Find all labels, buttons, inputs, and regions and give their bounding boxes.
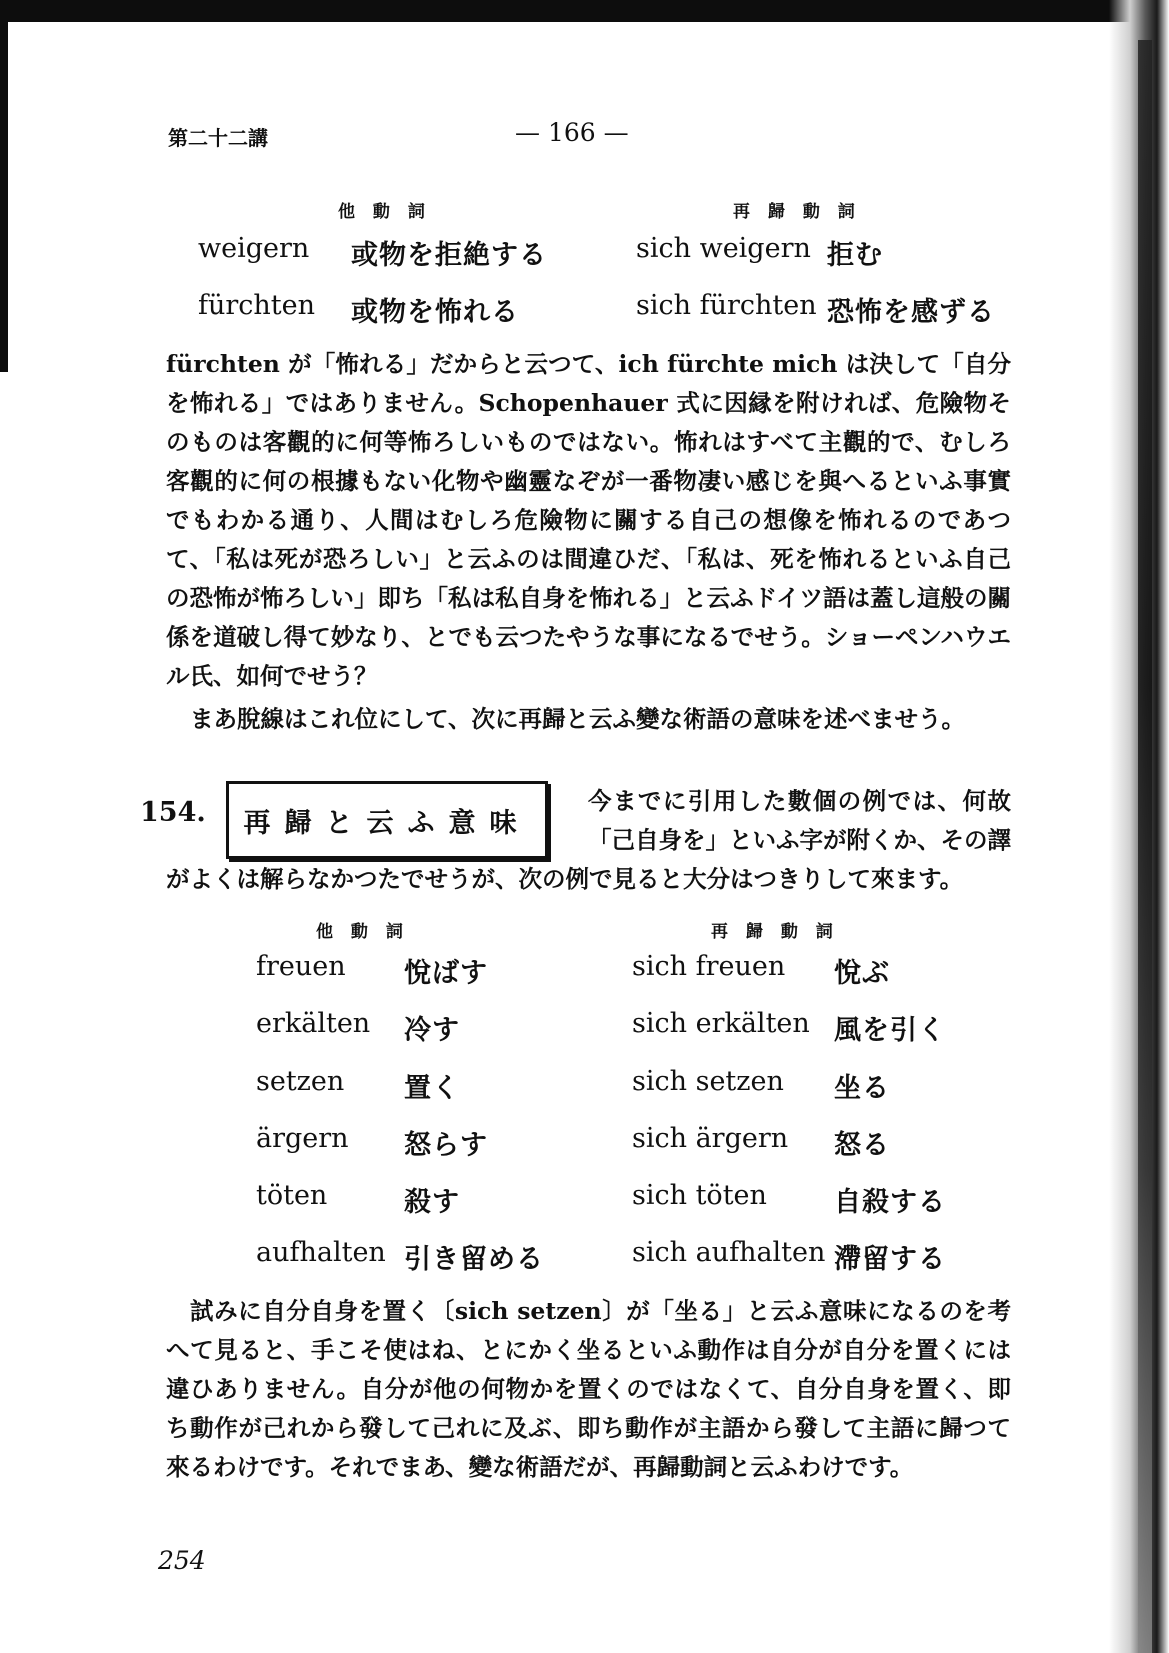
table2-verb: aufhalten: [256, 1237, 386, 1268]
scan-gutter-shadow: [1138, 40, 1152, 1653]
lecture-heading: 第二十二講: [168, 126, 268, 150]
section-intro-continued: がよくは解らなかつたでせうが、次の例で見ると大分はつきりして來ます。: [166, 865, 964, 893]
table1-reflexive-verb: sich fürchten: [636, 290, 817, 321]
table2-reflexive-verb: sich töten: [632, 1180, 767, 1211]
table2-head-transitive: 他 動 詞: [316, 922, 409, 942]
table2-reflexive-meaning: 風を引く: [834, 1015, 946, 1046]
section-title: 再歸と云ふ意味: [243, 807, 531, 839]
table2-reflexive-meaning: 怒る: [834, 1130, 890, 1161]
table2-meaning: 置く: [404, 1073, 460, 1104]
section-intro: 今までに引用した數個の例では、何故「己自身を」といふ字が附くか、その譯: [588, 787, 1011, 854]
table2-verb: erkälten: [256, 1008, 371, 1039]
table2-reflexive-verb: sich erkälten: [632, 1008, 810, 1039]
table2-reflexive-meaning: 悅ぶ: [834, 958, 890, 989]
table1-meaning: 或物を拒絶する: [351, 240, 547, 271]
table1-meaning: 或物を怖れる: [351, 297, 519, 328]
table2-verb: freuen: [256, 951, 346, 982]
table2-verb: töten: [256, 1180, 328, 1211]
table1-reflexive-verb: sich weigern: [636, 233, 811, 264]
table2-meaning: 悅ばす: [404, 958, 488, 989]
table2-reflexive-verb: sich ärgern: [632, 1123, 789, 1154]
scan-left-edge: [0, 0, 8, 372]
table2-reflexive-meaning: 自殺する: [834, 1187, 946, 1218]
table2-reflexive-verb: sich freuen: [632, 951, 786, 982]
body-paragraph: まあ脫線はこれ位にして、次に再歸と云ふ變な術語の意味を述べませう。: [190, 705, 966, 733]
table2-verb: setzen: [256, 1066, 345, 1097]
scan-top-edge: [0, 0, 1169, 22]
table1-verb: fürchten: [198, 290, 316, 321]
body-paragraph: fürchten が「怖れる」だからと云つて、ich fürchte mich は決して「自分を怖れる」ではありません。Schopenhauer 式に因縁を附ければ、危險物そのものは客觀的に何等怖ろしいものではない。怖れはすべて主觀的で、むしろ客觀的に何の根據もない化物や幽靈なぞが一番物凄い感じを與へるといふ事實でもわかる通り、人間はむしろ危險物に關する自己の想像を怖れるのであつて、「私は死が恐ろしい」と云ふのは間違ひだ、「私は、死を怖れるといふ自己の恐怖が怖ろしい」即ち「私は私自身を怖れる」と云ふドイツ語は蓋し這般の關係を道破し得て妙なり、とでも云つたやうな事になるでせう。ショーペンハウエル氏、如何でせう？: [166, 350, 1011, 690]
section-title-box: [226, 781, 548, 859]
table2-reflexive-meaning: 坐る: [834, 1073, 890, 1104]
section-number: 154.: [140, 797, 206, 828]
table2-meaning: 冷す: [404, 1015, 460, 1046]
table2-reflexive-meaning: 滯留する: [834, 1244, 946, 1275]
table1-reflexive-meaning: 拒む: [827, 240, 883, 271]
folio-number: 254: [158, 1546, 206, 1575]
table2-meaning: 引き留める: [404, 1244, 544, 1275]
table2-reflexive-verb: sich setzen: [632, 1066, 784, 1097]
table2-meaning: 怒らす: [404, 1130, 488, 1161]
table2-head-reflexive: 再 歸 動 詞: [711, 922, 839, 942]
body-paragraph: 試みに自分自身を置く〔sich setzen〕が「坐る」と云ふ意味になるのを考へて見ると、手こそ使はね、とにかく坐るといふ動作は自分が自分を置くには違ひありません。自分が他の何物かを置くのではなくて、自分自身を置く、即ち動作が己れから發して己れに及ぶ、即ち動作が主語から發して主語に歸つて來るわけです。それでまあ、變な術語だが、再歸動詞と云ふわけです。: [166, 1297, 1011, 1481]
table2-reflexive-verb: sich aufhalten: [632, 1237, 826, 1268]
table1-head-transitive: 他 動 詞: [338, 202, 431, 222]
table2-verb: ärgern: [256, 1123, 349, 1154]
page-number: — 166 —: [515, 118, 629, 147]
table1-reflexive-meaning: 恐怖を感ずる: [827, 297, 995, 328]
table2-meaning: 殺す: [404, 1187, 460, 1218]
table1-verb: weigern: [198, 233, 310, 264]
table1-head-reflexive: 再 歸 動 詞: [733, 202, 861, 222]
